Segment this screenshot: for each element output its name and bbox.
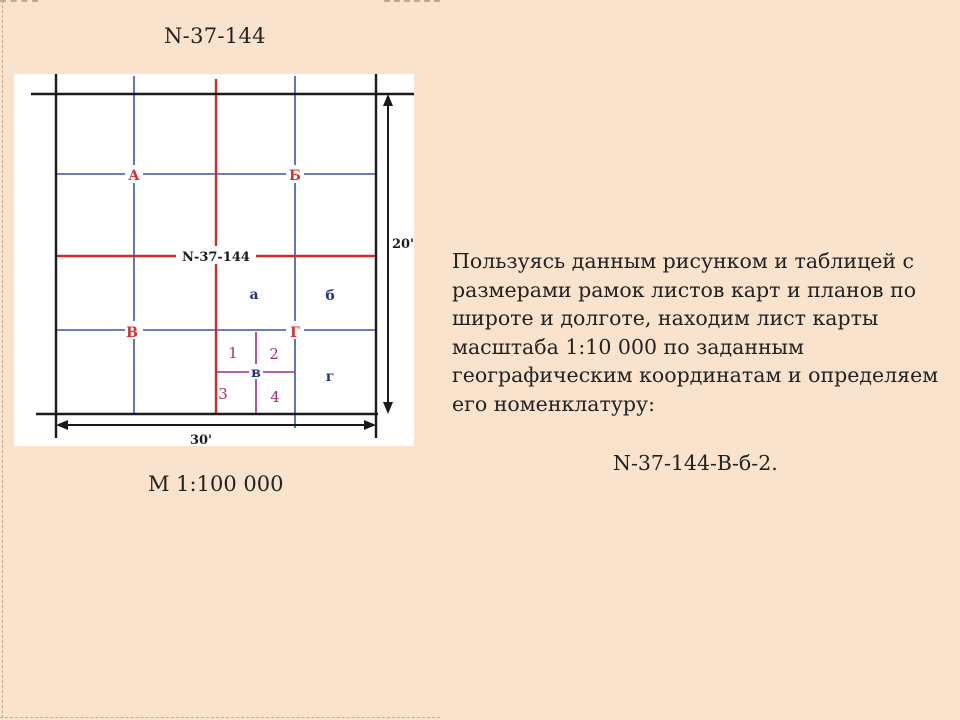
arrowhead-icon [383,94,393,106]
quarter-label-v: В [126,325,138,341]
answer-nomenclature: N-37-144-В-б-2. [613,451,778,475]
quarter-label-a: А [128,168,140,184]
width-label: 30' [189,433,213,446]
arrowhead-icon [383,402,393,414]
sub-letter-a: а [249,287,259,303]
quarter-label-g: Г [290,325,300,341]
sub-number-2: 2 [269,345,279,363]
sub-number-3: 3 [218,385,228,403]
slide-frame-bottom [0,717,440,718]
slide-frame-top-right [384,0,440,2]
slide-frame-top-left [0,0,38,2]
map-sheet-diagram [14,74,414,446]
sub-number-4: 4 [270,388,280,406]
slide-frame-left [2,0,3,718]
arrowhead-icon [56,420,68,430]
sub-number-1: 1 [228,344,238,362]
sub-letter-g: г [325,369,335,385]
height-label: 20' [391,237,414,252]
description-text: Пользуясь данным рисунком и таблицей с размерами рамок листов карт и планов по широте и долготе, находим лист карты масштаба 1:10 000 по заданным географическим координатам и определяем его номенклатуру: [452,249,939,416]
sheet-title: N-37-144 [164,24,266,48]
arrowhead-icon [364,420,376,430]
sub-letter-b: б [325,288,335,304]
sheet-label: N-37-144 [182,250,250,265]
sub-letter-v: в [251,365,261,381]
scale-label: М 1:100 000 [148,472,284,496]
quarter-label-b: Б [289,168,301,184]
